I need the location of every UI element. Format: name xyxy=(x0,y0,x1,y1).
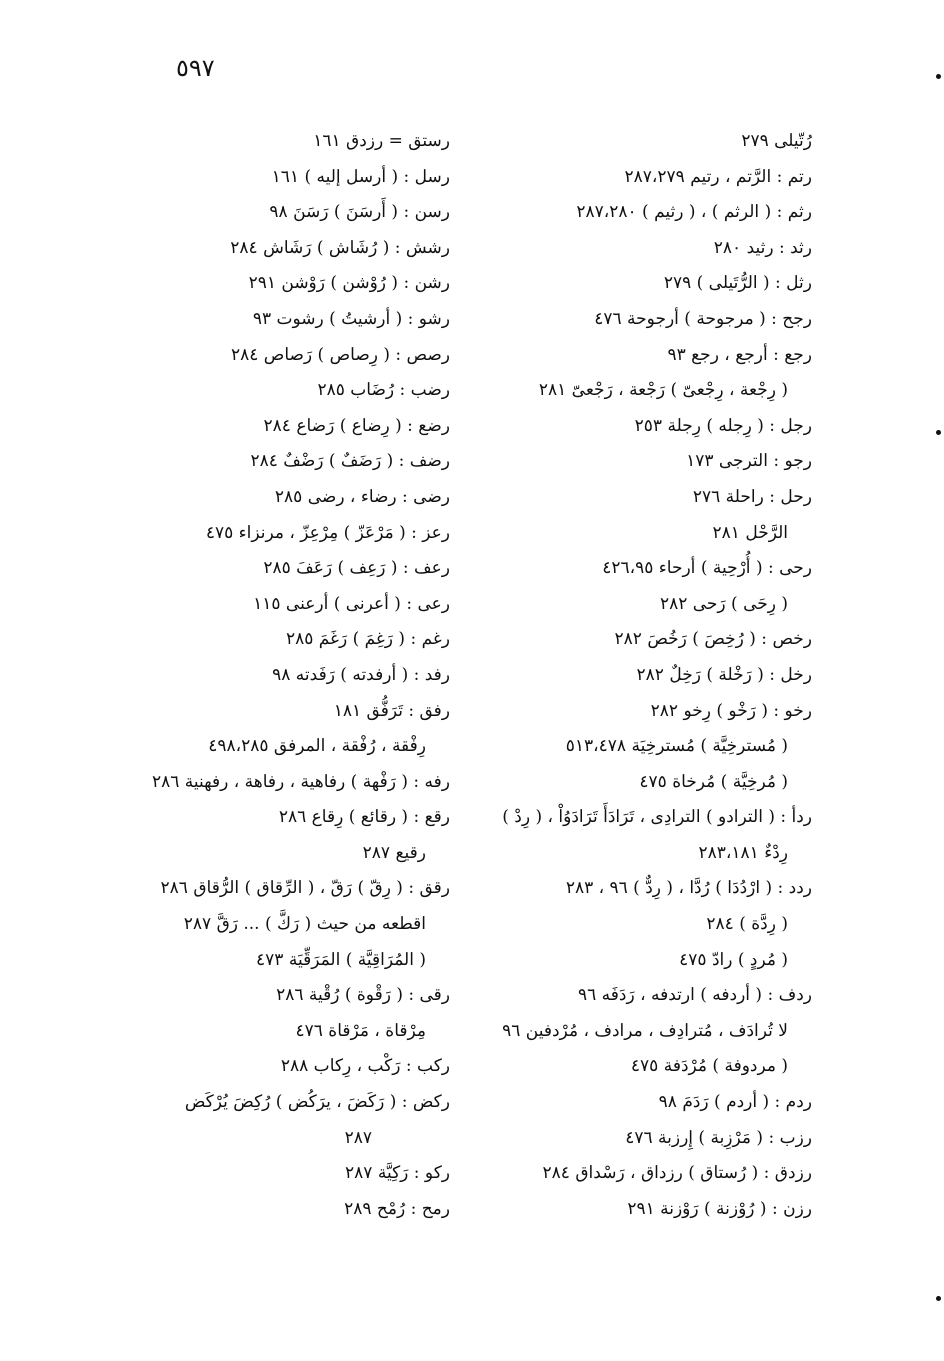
index-subentry: ( مُردٍ ) رادّ ٤٧٥ xyxy=(679,949,788,970)
index-entry: ركو : رَكِيَّة ٢٨٧ xyxy=(345,1163,450,1184)
index-subentry: رِدْءٌ ٢٨٣،١٨١ xyxy=(698,842,788,863)
index-entry: رسن : ( أَرسَنَ ) رَسَنَ ٩٨ xyxy=(269,202,450,223)
margin-dot xyxy=(936,74,941,79)
index-entry: رضب : رُضَاب ٢٨٥ xyxy=(317,380,450,401)
index-subentry: لا تُرادَف ، مُترادِف ، مرادف ، مُرْدفين ٩٦ xyxy=(502,1020,788,1041)
index-entry: رعز : ( مَرْعَزّ ) مِرْعِزّ ، مرنزاء ٤٧٥ xyxy=(205,522,450,543)
index-entry: رتم : الرَّتم ، رتيم ٢٨٧،٢٧٩ xyxy=(624,166,812,187)
index-subentry: ( مُرخِيَّة ) مُرخاة ٤٧٥ xyxy=(639,771,788,792)
index-entry: رضف : ( رَضَفٌ ) رَضْفٌ ٢٨٤ xyxy=(250,451,450,472)
index-column-left xyxy=(110,124,450,1227)
index-entry: رجو : الترجى ١٧٣ xyxy=(686,451,812,472)
index-entry: رستق = رزدق ١٦١ xyxy=(313,131,450,151)
index-entry: رقى : ( رَقْوة ) رُقْية ٢٨٦ xyxy=(276,985,450,1006)
index-entry: رصص : ( رِصاص ) رَصاص ٢٨٤ xyxy=(230,344,450,365)
index-subentry: ( مردوفة ) مُرْدَفة ٤٧٥ xyxy=(630,1056,788,1077)
index-entry: رمح : رُمْح ٢٨٩ xyxy=(344,1198,450,1219)
index-entry: رفه : ( رَفْهة ) رفاهية ، رفاهة ، رفهنية ٢٨٦ xyxy=(151,771,450,792)
index-subentry: رِفْقة ، رُفْقة ، المرفق ٤٩٨،٢٨٥ xyxy=(208,736,426,757)
index-entry: رغم : ( رَغِمَ ) رَغَمَ ٢٨٥ xyxy=(285,629,450,650)
index-entry: رحل : راحلة ٢٧٦ xyxy=(692,486,812,507)
index-entry: رجل : ( رِجله ) رِجلة ٢٥٣ xyxy=(634,415,812,436)
index-subentry: ( مُسترخِيَّة ) مُسترخِيَة ٥١٣،٤٧٨ xyxy=(565,736,788,757)
index-entry: ركض : ( رَكَضَ ، يرَكُض ) رُكِضَ يُرْكَض xyxy=(184,1092,450,1113)
index-entry: رزب : ( مَرْزِبة ) إِرزبة ٤٧٦ xyxy=(625,1127,812,1148)
index-entry: رحى : ( أُرْحِية ) أرحاء ٤٢٦،٩٥ xyxy=(602,558,812,579)
index-entry: ردف : ( أردفه ) ارتدفه ، رَدَفَه ٩٦ xyxy=(578,985,812,1006)
index-entry: ركب : رَكْب ، رِكاب ٢٨٨ xyxy=(280,1056,450,1077)
index-entry: رشن : ( رُوْشن ) رَوْشن ٢٩١ xyxy=(248,273,450,294)
index-entry: رسل : ( أرسل إليه ) ١٦١ xyxy=(271,166,450,187)
margin-dot xyxy=(936,1296,941,1301)
index-entry: رُتّيلى ٢٧٩ xyxy=(741,131,812,151)
index-entry: رخص : ( رُخِصَ ) رَخُصَ ٢٨٢ xyxy=(614,629,812,650)
index-entry: رجع : أرجع ، رجع ٩٣ xyxy=(667,344,812,365)
index-entry: رشش : ( رُشَاش ) رَشَاش ٢٨٤ xyxy=(230,237,450,258)
index-column-right xyxy=(472,124,812,1227)
index-entry: رخو : ( رَخْو ) رِخو ٢٨٢ xyxy=(650,700,812,721)
index-entry: رثم : ( الرثم ) ، ( رثيم ) ٢٨٧،٢٨٠ xyxy=(576,202,812,223)
index-entry: رقق : ( رِقّ ) رَقّ ، ( الرِّقاق ) الرُّقاق ٢٨٦ xyxy=(160,878,450,899)
index-subentry: رقيع ٢٨٧ xyxy=(362,842,426,863)
index-subentry: مِرْقاة ، مَرْقاة ٤٧٦ xyxy=(295,1020,426,1041)
index-entry: رزدق : ( رُستاق ) رزداق ، رَسْداق ٢٨٤ xyxy=(542,1163,812,1184)
index-entry: ردم : ( أردم ) رَدَمَ ٩٨ xyxy=(658,1092,812,1113)
index-entry: ردد : ( ارْدُدَا ) رُدَّا ، ( رِدٌّ ) ٩٦ ، ٢٨٣ xyxy=(565,878,812,899)
index-subentry: الرَّحْل ٢٨١ xyxy=(712,522,788,543)
index-entry: رضى : رضاء ، رضى ٢٨٥ xyxy=(274,486,450,507)
index-entry: رفد : ( أرفدته ) رَفَدته ٩٨ xyxy=(272,664,450,685)
index-subentry: اقطعه من حيث ( رَكَّ ) ... رَقَّ ٢٨٧ xyxy=(183,914,426,935)
index-subentry: ( المُرَاقِيَّة ) المَرَقِّيَة ٤٧٣ xyxy=(256,949,426,970)
index-subentry: ( رِجْعة ، رِجْعىّ ) رَجْعة ، رَجْعىّ ٢٨١ xyxy=(538,380,788,401)
index-entry: رقع : ( رقائع ) رِقاع ٢٨٦ xyxy=(278,807,450,828)
margin-dot xyxy=(936,430,941,435)
index-entry: رفق : تَرَفُّق ١٨١ xyxy=(333,700,450,721)
index-subentry: ( رِدَّة ) ٢٨٤ xyxy=(706,914,788,935)
page-number: ٥٩٧ xyxy=(176,54,215,82)
index-entry: ردأ : ( الترادو ) الترادِى ، تَرَادَأَ تَرَادَوُاْ ، ( رِدْ ) xyxy=(502,807,812,828)
index-entry: رجح : ( مرجوحة ) أرجوحة ٤٧٦ xyxy=(594,308,812,329)
index-entry: رضع : ( رِضاع ) رَضاع ٢٨٤ xyxy=(263,415,450,436)
index-entry: رخل : ( رَخْلة ) رَخِلٌ ٢٨٢ xyxy=(636,664,812,685)
index-entry: رعى : ( أعرنى ) أرعنى ١١٥ xyxy=(253,593,450,614)
index-entry: رزن : ( رُوْزنة ) رَوْزنة ٢٩١ xyxy=(627,1198,812,1219)
index-entry-continuation: ٢٨٧ xyxy=(344,1127,372,1148)
index-entry: رشو : ( أرشيتُ ) رشوت ٩٣ xyxy=(252,308,450,329)
index-subentry: ( رِحَى ) رَحى ٢٨٢ xyxy=(659,593,788,614)
index-entry: رثل : ( الرُّتَيلى ) ٢٧٩ xyxy=(663,273,812,294)
index-entry: رثد : رثيد ٢٨٠ xyxy=(713,237,812,258)
index-entry: رعف : ( رَعِف ) رَعَفَ ٢٨٥ xyxy=(263,558,450,579)
